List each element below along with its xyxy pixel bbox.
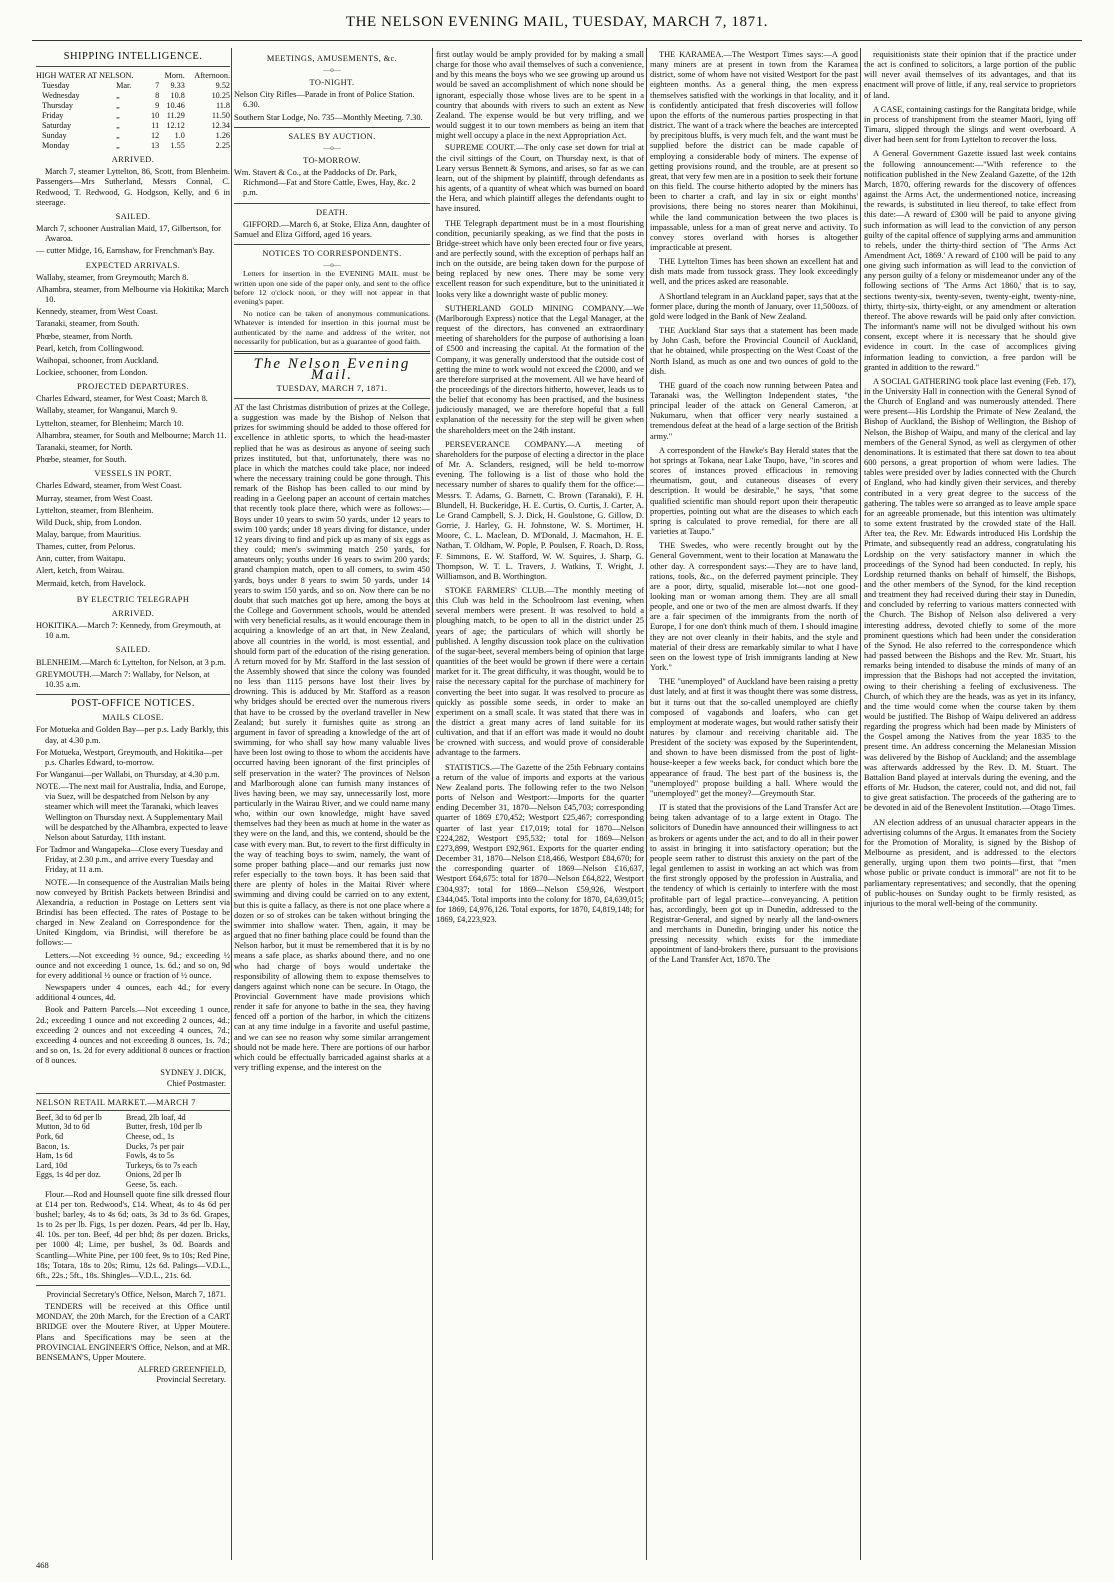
tel-arrived-heading: ARRIVED. [111,608,155,618]
tide-row [36,101,230,111]
tide-cell: 12.12 [166,121,185,131]
notices-text: Letters for insertion in the EVENING MAIL must be written upon one side of the paper only, and sent to the office before 12 o'clock noon, or they will not appear in that evening's paper. [234,269,430,307]
news-paragraph: SUPREME COURT.—The only case set down for trial at the civil sittings of the Court, on Thursday next, is that of Leary versus Bennett & Symons, and arises, so far as we can learn, out of the shipment by plaintiff, through defendants as his agents, of a quantity of wheat which was burned on board the Hera, and which plaintiff alleges the defendants ought to have insured. [436,143,644,214]
list-item: Malay, barque, from Mauritius. [36,530,142,539]
tide-row [36,131,230,141]
leader-continued: first outlay would be amply provided for by making a small charge for those who avail themselves of such a convenience, and by this means the boys who we see growing up around us would be saved an accomplishment of which none should be ignorant, especially those whose lives are to be spent in a country that abounds with rivers to such an extent as New Zealand. The expense would be but very trifling, and we would suggest it to our town members as being an item that might well occupy a place in the next Appropriation Act. [436,50,644,141]
tide-cell: Monday [42,141,70,151]
news-paragraph: THE guard of the coach now running between Patea and Taranaki was, the Wellington Independent states, "the principal leader of the attack on General Cameron, at Nukumaru, when that officer very nearly sustained a tremendous defeat at the head of a large section of the British army." [650,380,858,441]
tide-cell: 10.25 [211,91,230,101]
tide-cell: 10 [151,111,160,121]
tide-cell: Tuesday [42,81,70,91]
divider [234,127,430,128]
list-item: NOTE.—The next mail for Australia, India, and Europe, via Suez, will be despatched from Nelson by any steamer which will meet the Taranaki, which leaves Wellington on Thursday next. A Supplementary Mail will be despatched by the Alhambra, expected to leave Nelson about Saturday, 11th instant. [36,782,228,842]
market-cell [36,1180,126,1190]
sailed-item: March 7, schooner Australian Maid, 17, Gilbertson, for Awaroa. [36,224,221,244]
column-rule [432,48,433,1560]
tide-cell: „ [116,131,120,141]
news-paragraph: THE Swedes, who were recently brought out by the General Government, went to their location at Manawatu the other day. A correspondent says:—They are to have land, rations, tools, &c., on the deferred payment principle. They are a poor, dirty, squalid, miserable lot—not one good-looking man or woman among them. They are all small people, and one or two of the men are almost dwarfs. If they are a fair specimen of the immigrants from the north of Europe, I for one don't think much of them. I should imagine they are not over cleanly in their habits, and the style and material of their dress are remarkably similar to what I have seen on the lowest type of Irish immigrants landing at New York." [650,541,858,673]
leader-nameplate: The Nelson Evening Mail. [253,356,411,383]
news-paragraph: STOKE FARMERS' CLUB.—The monthly meeting of this Club was held in the Schoolroom last evening, when several members were present. It was resolved to hold a ploughing match, to be open to all in the district under 25 years of age; the particulars of which will shortly be published. A lengthy discussion took place on the cultivation of the sugar-beet, several members being of opinion that large quantities of the beet would be grown if there were a certain market for it. The great difficulty, it was thought, would be to raise the necessary capital for the purchase of machinery for converting the beet into sugar. It was resolved to procure as quickly as possible some seeds, in order to make an experiment on a small scale. It was stated that there was in the district a great many acres of land suitable for its cultivation, and that if an effort was made it would no doubt be crowned with success, and would prove of considerable advantage to the farmers. [436,585,644,758]
tide-cell: „ [116,101,120,111]
tide-cell: „ [116,111,120,121]
tel-sailed-item: GREYMOUTH.—March 7: Wallaby, for Nelson, at 10.35 a.m. [36,669,210,689]
tide-cell: 11.29 [166,111,185,121]
tel-sailed-item: BLENHEIM.—March 6: Lyttelton, for Nelson, at 3 p.m. [36,657,226,667]
tide-cell: 11.50 [211,111,230,121]
masthead: THE NELSON EVENING MAIL, TUESDAY, MARCH 7, 1871. [345,14,769,30]
list-item: Phœbe, steamer, for South. [36,455,127,465]
market-row [36,1151,230,1161]
market-row [36,1122,230,1132]
ornament: —o— [323,261,341,270]
tide-cell: 10.8 [170,91,185,101]
list-item: Phœbe, steamer, from North. [36,331,133,341]
news-paragraph: A correspondent of the Hawke's Bay Herald states that the hot springs at Tokana, near Lake Taupo, have, "in scores and scores of instances proved efficacious in removing rheumatism, gout, and cutaneous diseases of every description. It would be desirable," he says, "that some qualified scientific man should report upon their therapeutic properties, pointing out what are the diseases to which each spring is calculated to prove remedial, for there are all varieties at Taupo." [650,445,858,537]
market-cell: Pork, 6d [36,1132,64,1141]
masthead-rule [32,40,1082,41]
tide-cell: 9.52 [215,81,230,91]
tide-cell: „ [116,141,120,151]
list-item: Mermaid, ketch, from Havelock. [36,578,146,588]
arrived-heading: ARRIVED. [111,155,155,165]
market-row [36,1142,230,1152]
market-cell: Fowls, 4s to 5s [125,1151,174,1161]
news-paragraph: A General Government Gazette issued last week contains the following announcement:—"With reference to the notification published in the New Zealand Gazette, of the 12th March, 1870, offering rewards for the discovery of offences against the Arms Act, the undermentioned notice, increasing the rewards, is substituted in lieu thereof, to take effect from this date:—A reward of £300 will be paid to anyone giving such information as will lead to the conviction of any person guilty of the capital offence of supplying arms and ammunition to rebels, under the thirty-third section of 'The Arms Act Amendment Act, 1869.' A reward of £100 will be paid to any one giving such information as will lead to the conviction of any person guilty of a felony or misdemeanor under any of the following sections of 'The Arms Act 1860,' that is to say, sections twenty-six, twenty-seven, twenty-eight, twenty-nine, thirty, thirty-six, thirty-eight, or any amendment or alteration thereof. The above rewards will be paid only after conviction. The informant's name will not be divulged without his own consent, except where it is necessary that he should give evidence in court. In the case of accomplices giving information leading to conviction, a free pardon will be granted in addition to the reward." [864,149,1076,372]
tide-cell: Thursday [42,101,73,111]
list-item: Lyttelton, steamer, from Blenheim. [36,505,154,515]
market-cell: Turkeys, 6s to 7s each [125,1160,197,1170]
tide-row [36,111,230,121]
divider [234,244,430,245]
leader-text: AT the last Christmas distribution of prizes at the College, a suggestion was made by the Bishop of Nelson that prizes for swimming should be added to those offered for excellence in athletic sports, to which the head-master replied that he was as desirous as anyone of seeing such prizes instituted, but that, unfortunately, there was no place in which the matches could take place, nor indeed where the necessary training could be gone through. This remark of the Bishop has been called to our mind by reading in a Geelong paper an account of certain matches that recently took place there, which were as follows:—Boys under 10 years to swim 50 yards, under 12 years to swim 100 yards; under 18 years diving for distance, under 12 years diving to find and pick up as many of six eggs as they could; men's swimming match 250 yards, for amateurs only; youths under 16 years to swim 200 yards; grand champion match, open to all comers, to swim 450 yards, boys under 8 years to swim 50 yards, under 14 years to swim 150 yards, and so on. Now there can be no doubt that such matches got up here, among the boys at the College and Government schools, would be attended with very beneficial results, as it would encourage them in acquiring a knowledge of an art that, in New Zealand, above all countries in the world, is most essential, and should form part of the education of the rising generation. A return moved for by Mr. Stafford in the last session of the Assembly showed that since the colony was founded no less than 1115 persons have lost their lives by drowning. This is adduced by Mr. Stafford as a reason why bridges should be erected over the numerous rivers that have to be crossed by the overland traveller in New Zealand; but surely it furnishes quite as strong an argument in favor of spreading a knowledge of the art of swimming, for who shall say how many valuable lives have been lost owing to those to whom the accidents have occurred having been ignorant of the first principles of self preservation in the water? The provinces of Nelson and Marlborough alone can furnish many instances of lives having been, we may say, unnecessarily lost, more particularly in the Wairau River, and we could name many who, within our own knowledge, might have saved themselves had they been as much at home in the water as they were on the land, and this, we contend, should be the case with every man. But, to revert to the first difficulty in the way of teaching boys to swim, namely, the want of some proper bathing place—and our remarks just now refer especially to the town boys. It has been said that there are plenty of holes in the Maitai River where swimming and diving could be carried on to any extent, but this is quite a fallacy, as there is not one place where a dozen or so of strokes can be taken without bringing the swimmer into shallow water. Then, again, it may be argued that no finer bathing place could be found than the Nelson harbor, but it must be remembered that it is by no means a safe place, as sharks abound there, and no one who had charge of boys would undertake the responsibility of allowing them to expose themselves to dangers against which none can be secure. In Otago, the Provincial Government have made provisions which render it safe for anyone to bathe in the sea, they having fenced off a portion of the harbor, in which the citizens can at any time indulge in a favorite and useful pastime, and we can see no reason why some similar arrangement should not be made here. There are portions of our harbor which could be effectually barricaded against sharks at a very trifling expense, and the interest on the [234,402,430,1073]
tide-cell: „ [116,121,120,131]
tide-cell: 10.46 [166,101,185,111]
tide-cell: Friday [42,111,64,121]
ornament: —o— [323,143,341,152]
sailed-item: — cutter Midge, 16, Earnshaw, for Frenchman's Bay. [36,246,215,256]
sailed-heading: SAILED. [115,211,151,221]
inport-list [36,481,230,588]
divider [234,398,430,399]
news-paragraph: THE Lyttelton Times has been shown an excellent hat and dish mats made from tussock grass. They look exceedingly well, and the prices asked are reasonable. [650,257,858,287]
list-item: Lockiee, schooner, from London. [36,367,148,377]
tide-cell: 9 [155,101,160,111]
tide-row [36,91,230,101]
tide-row [36,141,230,151]
tide-cell: 1.0 [174,131,185,141]
list-item: Lyttelton, steamer, for Blenheim; March 10. [36,418,184,428]
divider [36,1285,230,1286]
list-item: For Motueka, Westport, Greymouth, and Hokitika—per p.s. Charles Edward, to-morrow. [36,747,223,767]
news-items-4 [650,50,858,966]
list-item: Taranaki, steamer, for North. [36,442,133,452]
market-row [36,1170,230,1180]
market-row [36,1132,230,1142]
list-item: For Motueka and Golden Bay—per p.s. Lady Barkly, this day, at 4.30 p.m. [36,725,229,745]
page-number: 468 [36,1560,49,1570]
tide-cell: Sunday [42,131,67,141]
tender-body: TENDERS will be received at this Office until MONDAY, the 20th March, for the Erection of a CART BRIDGE over the Moutere River, at Upper Moutere. Plans and Specifications may be seen at the PROVINCIAL ENGINEER'S Office, Nelson, and at MR. BENSEMAN'S, Upper Moutere. [36,1302,230,1362]
market-cell: Butter, fresh, 10d per lb [125,1122,203,1132]
tide-row [36,121,230,131]
divider [36,1093,230,1094]
market-cell: Bacon, 1s. [36,1141,70,1151]
auction-title: SALES BY AUCTION. [288,131,376,141]
market-table [36,1113,230,1190]
news-items-3 [436,143,644,925]
news-paragraph: THE "unemployed" of Auckland have been raising a pretty dust lately, and at first it was thought there was some distress, but it turns out that the so-called unemployed are chiefly composed of vagabonds and loafers, who can get employment at moderate wages, but would rather satisfy their natures by clamour and receiving charitable aid. The President of the society was exposed by the Superintendent, and shown to have been dismissed from the post of light-house-keeper a few weeks back, for conduct which bore the appearance of fraud. The best part of the business is, the "unemployed" propose building a hall. Where would the "unemployed" get the money?—Greymouth Star. [650,677,858,798]
tide-cell: 2.25 [215,141,230,151]
auction-text: Wm. Stavert & Co., at the Paddocks of Dr. Park, Richmond—Fat and Store Cattle, Ewes, Hay, &c. 2 p.m. [234,168,416,198]
mails-heading: MAILS CLOSE. [102,713,164,723]
list-item: Thames, cutter, from Pelorus. [36,542,136,552]
expected-heading: EXPECTED ARRIVALS. [85,260,181,270]
tide-cell: 11 [151,121,160,131]
tide-cell: „ [116,91,120,101]
meeting-item: Nelson City Rifles—Parade in front of Police Station. 6.30. [234,90,415,110]
column-rule [860,48,861,1560]
list-item: Alhambra, steamer, for South and Melbourne; March 11. [36,430,227,440]
list-item: Pearl, ketch, from Collingwood. [36,343,144,353]
notices-title: NOTICES TO CORRESPONDENTS. [262,249,402,259]
column-4 [650,50,858,1550]
tide-cell: Mar. [116,81,132,91]
list-item: For Wanganui—per Wallabi, on Thursday, at 4.30 p.m. [36,769,220,779]
postmaster-name: SYDNEY J. DICK, [160,1068,226,1078]
tide-cell: 12.34 [211,121,230,131]
auction-sub: TO-MORROW. [303,155,361,165]
tide-cell: 7 [155,81,160,91]
departures-list [36,394,230,465]
news-paragraph: A SOCIAL GATHERING took place last evening (Feb. 17), in the University Hall in connection with the General Synod of the Church of England and was numerously attended. There were present—His Lordship the Primate of New Zealand, the Bishop of Auckland, the Bishop of Wellington, the Bishop of Nelson, the Bishop of Waipu, and many of the clerical and lay members of the General Synod, as well as clergymen of other denominations. It is estimated that there sat down to tea about 600 persons, a great proportion of whom were ladies. The tables were presided over by ladies connected with the Church of England, who had kindly given their services, and thereby contributed in a very great degree to the success of the gathering. The tables were so arranged as to leave ample space for an agreeable promenade, but this intention was ultimately to some extent frustrated by the crowded state of the Hall. After tea, the Rev. Mr. Edwards introduced His Lordship the Primate, and subsequently read an address, congratulating his Lordship on the very satisfactory manner in which the proceedings of the Synod had been conducted. In reply, his Lordship returned thanks on behalf of himself, the Bishops, and the other members of the Synod, for the kind reception and treatment they had received during their stay in Dunedin, and concluded by referring to various matters connected with the Church. The Bishop of Nelson also delivered a very interesting address, devoted chiefly to some of the more prominent questions which had been under the consideration of the Synod. He also referred to the correspondence which had passed between the Bishops and the Rev. Mr. Stuart, his remarks being intended to disabuse the minds of many of an impression that the Bishops had not accepted the invitation, owing to their cherishing a feeling of exclusiveness. The Church, of which they are the heads, was as yet in its infancy, and the time would come when the course taken by them would be justified. The Bishop of Waipu delivered an address regarding the progress which had been made by Ministers of the Gospel among the Natives from the year 1835 to the present time. An address concerning the Melanesian Mission was delivered by the Bishop of Auckland; and the assemblage was afterwards addressed by the Rev. D. M. Stuart. The Battalion Band played at intervals during the evening, and the efforts of Mr. Hudson, the caterer, could not, and did not, fail to give great satisfaction. The proceeds of the gathering are to be devoted in aid of the Benevolent Institution.—Otago Times. [864,376,1076,813]
market-cell: Bread, 2lb loaf, 4d [125,1112,186,1122]
wholesale-prices: Flour.—Rod and Hounsell quote fine silk dressed flour at £14 per ton. Redwood's, £14. Wheat, 4s to 4s 6d per bushel; barley, 4s to 4s 6d; oats, 3s 3d to 3s 6d. Grapes, 1s to 2s per lb. Figs, 1s per dozen. Pears, 4d per lb. Hay, 4l. 10s. per ton. Beef, 4d per bhd; 8s per dozen. Bricks, per 1000 4l; Lime, per bushel, 3s 0d. Boards and Scantling—White Pine, per 100 feet, 9s to 10s; Red Pine, 18s; Totara, 18s to 20s; Rimu, 12s 6d. Palings—V.D.L., 6ft., 22s.; 5ft., 18s. Shingles—V.D.L., 21s. 6d. [36,1189,230,1280]
tide-cell: Wednesday [42,91,80,101]
column-rule [231,48,232,1560]
market-cell: Eggs, 1s 4d per doz. [36,1170,101,1180]
tide-cell: 12 [151,131,160,141]
tide-header: Morn. [164,71,185,81]
tide-cell: 1.55 [170,141,185,151]
column-rule [646,48,647,1560]
list-item: Waihopai, schooner, from Auckland. [36,355,159,365]
telegraph-heading: BY ELECTRIC TELEGRAPH [76,594,190,604]
market-cell: Beef, 3d to 6d per lb [36,1112,102,1122]
tide-header: Afternoon. [194,71,230,81]
mails-list [36,725,230,875]
divider [234,351,430,354]
tide-cell: 1.26 [215,131,230,141]
market-cell: Cheese, od., 1s [125,1132,175,1141]
tide-row [36,81,230,91]
column-2 [234,50,430,1550]
notices-text: No notice can be taken of anonymous communications. Whatever is intended for insertion in this journal must be authenticated by the name and address of the writer, not necessarily for publication, but as a guarantee of good faith. [234,308,430,347]
tender-header: Provincial Secretary's Office, Nelson, March 7, 1871. [46,1289,226,1299]
tel-sailed-heading: SAILED. [115,645,151,655]
list-item: Wallaby, steamer, from Greymouth; March 8. [36,272,189,282]
column-3 [436,50,644,1550]
meeting-item: Southern Star Lodge, No. 735—Monthly Meeting. 7.30. [234,112,423,122]
tide-cell: 13 [151,141,160,151]
expected-list [36,273,230,378]
market-row [36,1180,230,1190]
news-paragraph: requisitionists state their opinion that if the practice under the act is confined to solicitors, a large portion of the public will never avail themselves of its advantages, and that its enactment will prove of little, if any, real service to proprietors of land. [864,50,1076,100]
column-5 [864,50,1076,1550]
leader-date: TUESDAY, MARCH 7, 1871. [276,383,388,393]
news-items-5 [864,50,1076,909]
secretary-name: ALFRED GREENFIELD, [137,1365,226,1375]
news-paragraph: A Shortland telegram in an Auckland paper, says that at the former place, during the month of January, over 11,500ozs. of gold were lodged in the Bank of New Zealand. [650,291,858,321]
books-rate: Book and Pattern Parcels.—Not exceeding 1 ounce, 2d.; exceeding 1 ounce and not exceeding 2 ounces, 4d.; exceeding 2 ounces and not exceeding 4 ounces, 7d.; exceeding 4 ounces and not exceeding 8 ounces, 1s. 7d.; and so on, 1s. 2d for every additional 8 ounces or fraction of 8 ounces. [36,1005,230,1066]
tel-arrived-text: HOKITIKA.—March 7: Kennedy, from Greymouth, at 10 a.m. [36,621,221,641]
death-text: GIFFORD.—March 6, at Stoke, Eliza Ann, daughter of Samuel and Eliza Gifford, aged 16 years. [234,219,430,239]
market-cell: Mutton, 3d to 6d [36,1122,90,1132]
departures-heading: PROJECTED DEPARTURES. [77,382,189,392]
tide-header: HIGH WATER AT NELSON. [36,71,134,81]
tide-cell: 9.33 [170,81,185,91]
shipping-title: SHIPPING INTELLIGENCE. [63,51,203,62]
list-item: Alert, ketch, from Wairau. [36,566,125,576]
divider [234,203,430,204]
market-cell: Geese, 5s. each. [125,1179,178,1189]
news-paragraph: SUTHERLAND GOLD MINING COMPANY.—We (Marlborough Express) notice that the Legal Manager, at the request of the directors, has convened an extraordinary meeting of shareholders for the purpose of authorising a loan of £500 and increasing the capital. At the formation of the Company, it was generally understood that the outside cost of getting the mine to work would not exceed the £2000, and we are therefore surprised at the movement. All we have heard of the proceedings of the directors hitherto, however, leads us to the belief that economy has been practised, and the business judiciously managed, we are therefore hopeful that a full explanation of the necessity for the step will be given when the shareholders meet on the 24th instant. [436,303,644,435]
list-item: Murray, steamer, from West Coast. [36,493,153,503]
postage-note: NOTE.—In consequence of the Australian Mails being now conveyed by British Packets between Brindisi and Alexandria, a reduction in Postage on Letters sent via Brindisi has been effected. The rates of Postage to be charged in New Zealand on Correspondence for the United Kingdom, via Brindisi, will therefore be as follows:— [36,877,230,948]
tide-header-row [36,71,230,81]
news-paragraph: IT is stated that the provisions of the Land Transfer Act are being taken advantage of to a large extent in Otago. The solicitors of Dunedin have announced their willingness to act as brokers or agents under the act, and to do all in their power to assist in bringing it into satisfactory operation; but the people seem rather to distrust this anxiety on the part of the legal gentlemen to assist in working an act which was from the first strongly opposed by the profession in Australia, and the tendency of which is certainly to interfere with the most profitable part of legal practice—conveyancing. A petition has, accordingly, been got up in Dunedin, addressed to the Registrar-General, and signed by nearly all the land-owners and merchants in Dunedin, bringing under his notice the pressing necessity which exists for the immediate appointment of land-brokers there, pursuant to the provisions of the Land Transfer Act, 1870. The [650,803,858,965]
meetings-title: MEETINGS, AMUSEMENTS, &c. [266,54,398,63]
letters-rate: Letters.—Not exceeding ½ ounce, 9d.; exceeding ½ ounce and not exceeding 1 ounce, 1s. 6d.; and so on, 9d for every additional ½ ounce or fraction of ½ ounce. [36,950,230,980]
news-paragraph: AN election address of an unusual character appears in the advertising columns of the Argus. It emanates from the Society for the Promotion of Morality, is signed by the Bishop of Melbourne as president, and is addressed to the electors generally, urging upon them two points—first, that "men whose public or private conduct is immoral" are not fit to be parliamentary representatives; and secondly, that the opening of public-houses on Sunday ought to be firmly resisted, as injurious to the moral well-being of the community. [864,817,1076,908]
market-cell: Ducks, 7s per pair [125,1141,185,1151]
news-paragraph: THE KARAMEA.—The Westport Times says:—A good many miners are at present in town from the Karamea district, some of whom have not visited Westport for the past eighteen months. As a general thing, the men express themselves satisfied with the workings in that locality, and it is confidently anticipated that fresh discoveries will follow upon the efforts of the numerous parties prospecting in that district. The want of a track where the beaches are intercepted by precipitous bluffs, is very much felt, and the want must be supplied before the district can be made capable of employing a considerable body of miners. The expense of getting provisions round, and the trouble, are at present so great, that very few men are in a position to seek their fortune on this field. The course hitherto adopted by the miners has been to charter a craft, and lay in six or eight months' provisions, there being no stores nearer than Mokihinui, while the land communication between the two places is impassable, unless for a man of great nerve and activity. To convey stores overland with horses is altogether impracticable at present. [650,50,858,252]
news-paragraph: PERSEVERANCE COMPANY.—A meeting of shareholders for the purpose of electing a director in the place of Mr. A. Sclanders, resigned, will be held to-morrow evening. The following is a list of those who hold the necessary number of shares to qualify them for the office:—Messrs. T. Adams, G. Barnett, C. Brown (Taranaki), F. H. Blundell, H. Buckeridge, H. E. Curtis, O. Curtis, J. Carter, A. Le Grand Campbell, S. J. Dick, H. Goulstone, G. Gillow, D. Gorrie, J. Harley, G. H. Johnstone, W. S. Mortimer, H. Moore, C. L. Maclean, D. M'Donald, J. Macmahon, H. E. Nathan, T. Oldham, W. Pople, P. Poulsen, F. Roach, D. Ross, F. Simmons, E. W. Stafford, W. W. Squires, J. Sharp, G. Thompson, W. T. L. Travers, J. Watkins, T. Wright, J. Williamson, and B. Worthington. [436,439,644,581]
news-paragraph: THE Auckland Star says that a statement has been made by John Cash, before the Provincial Council of Auckland, that he obtained, while prospecting on the West Coast of the North Island, as much as one and two ounces of gold to the dish. [650,326,858,376]
news-paragraph: THE Telegraph department must be in a most flourishing condition, pecuniarily speaking, as we find that the posts in Bridge-street which have only been erected four or five years, and are perfectly sound, with the exception of perhaps half an inch on the outside, are being taken down for the purpose of being replaced by new ones. There may be some very excellent reason for such expenditure, but to the uninitiated it looks very like a downright waste of public money. [436,218,644,299]
list-item: Charles Edward, steamer, for West Coast; March 8. [36,394,208,404]
market-title: NELSON RETAIL MARKET.—MARCH 7 [36,1097,196,1107]
arrived-text: March 7, steamer Lyttelton, 86, Scott, from Blenheim. Passengers—Mrs Sutherland, Messrs Connal, C. Redwood, T. Redwood, G. Hodgson, Kelly, and 6 in steerage. [36,167,230,207]
list-item: Charles Edward, steamer, from West Coast. [36,481,182,491]
postmaster-title: Chief Postmaster. [166,1078,226,1088]
death-title: DEATH. [316,207,348,217]
tide-cell: 8 [155,91,160,101]
post-title: POST-OFFICE NOTICES. [71,698,195,710]
inport-heading: VESSELS IN PORT. [94,469,172,479]
divider [36,694,230,695]
market-cell: Lard, 10d [36,1160,68,1170]
divider [36,66,230,67]
list-item: Wallaby, steamer, for Wanganui, March 9. [36,406,178,416]
list-item: For Tadmor and Wangapeka—Close every Tuesday and Friday, at 2.30 p.m., and arrive every Tuesday and Friday, at 11 a.m. [36,845,223,875]
list-item: Taranaki, steamer, from South. [36,319,140,329]
ornament: —o— [323,66,341,75]
meetings-sub: TO-NIGHT. [309,78,355,88]
list-item: Kennedy, steamer, from West Coast. [36,307,158,317]
news-paragraph: STATISTICS.—The Gazette of the 25th February contains a return of the value of imports and exports at the various New Zealand ports. The following refer to the two Nelson ports of Nelson and Westport:—Imports for the quarter ending December 31, 1870—Nelson £45,703; corresponding quarter of 1869 £70,452; Westport £25,467; corresponding quarter of last year £17,019; total for 1870—Nelson £224,282, Westport £95,532; total for 1869—Nelson £273,899, Westport £92,961. Exports for the quarter ending December 31, 1870—Nelson £18,466, Westport £84,670; for the corresponding quarter of 1869—Nelson £16,637, Westport £64,675: total for 1870—Nelson £64,822, Westport £304,937; total for 1869—Nelson £59,926, Westport £344,045. Total imports into the colony for 1870, £4,639,015; for 1869, £4,976,126. Total exports, for 1870, £4,819,148; for 1869, £4,223,923. [436,762,644,924]
list-item: Alhambra, steamer, from Melbourne via Hokitika; March 10. [36,284,229,305]
list-item: Wild Duck, ship, from London. [36,517,142,527]
list-item: Ann, cutter, from Waitapu. [36,554,126,564]
market-row [36,1161,230,1171]
divider [36,1110,230,1111]
newspapers-rate: Newspapers under 4 ounces, each 4d.; for every additional 4 ounces, 4d. [36,983,230,1003]
market-cell: Onions, 2d per lb [125,1170,182,1180]
market-row [36,1113,230,1123]
market-cell: Ham, 1s 6d [36,1151,73,1161]
tide-cell: Saturday [42,121,72,131]
column-1 [36,50,230,1550]
secretary-title: Provincial Secretary. [156,1375,226,1385]
tide-cell: 11.8 [215,101,230,111]
tide-table [36,71,230,151]
news-paragraph: A CASE, containing castings for the Rangitata bridge, while in process of transhipment from the steamer Maori, lying off Timaru, slipped through the slings and went overboard. A diver had been sent for from Lyttelton to recover the loss. [864,104,1076,145]
